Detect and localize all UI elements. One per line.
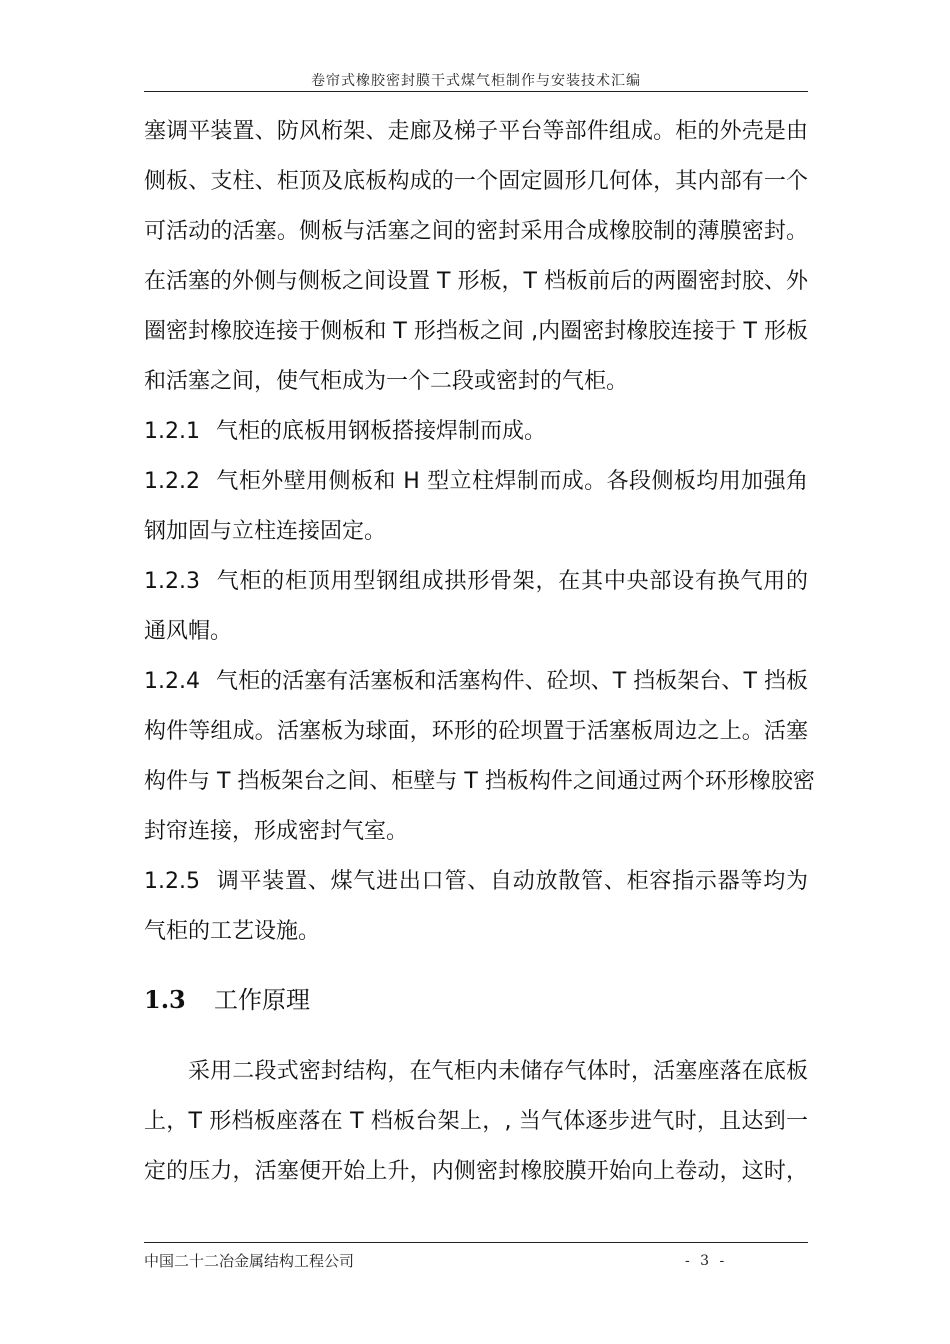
clause-1-2-1 bbox=[144, 412, 546, 452]
header-divider bbox=[144, 91, 808, 92]
clause-text-continued: 通风帽。 bbox=[144, 619, 233, 644]
clause-text: 气柜外壁用侧板和 H 型立柱焊制而成。各段侧板均用加强角 bbox=[216, 469, 808, 494]
clause-text: 调平装置、煤气进出口管、自动放散管、柜容指示器等均为 bbox=[216, 869, 808, 894]
clause-1-2-2 bbox=[144, 462, 808, 502]
clause-number: 1.2.4 bbox=[144, 669, 200, 694]
intro-line: 在活塞的外侧与侧板之间设置 T 形板，T 档板前后的两圈密封胶、外 bbox=[144, 269, 808, 294]
clause-text-continued: 封帘连接，形成密封气室。 bbox=[144, 819, 409, 844]
clause-number: 1.2.1 bbox=[144, 419, 200, 444]
clause-1-2-3 bbox=[144, 562, 808, 602]
section-heading-1-3 bbox=[144, 980, 310, 1020]
clause-number: 1.2.5 bbox=[144, 869, 200, 894]
clause-text-continued: 钢加固与立柱连接固定。 bbox=[144, 519, 387, 544]
clause-text: 气柜的柜顶用型钢组成拱形骨架，在其中央部设有换气用的 bbox=[216, 569, 808, 594]
intro-line: 圈密封橡胶连接于侧板和 T 形挡板之间 ,内圈密封橡胶连接于 T 形板 bbox=[144, 319, 808, 344]
clause-text: 气柜的活塞有活塞板和活塞构件、砼坝、T 挡板架台、T 挡板 bbox=[216, 669, 808, 694]
clause-number: 1.2.3 bbox=[144, 569, 200, 594]
clause-number: 1.2.2 bbox=[144, 469, 200, 494]
principle-line: 采用二段式密封结构，在气柜内未储存气体时，活塞座落在底板 bbox=[188, 1059, 808, 1084]
clause-text: 气柜的底板用钢板搭接焊制而成。 bbox=[216, 419, 547, 444]
footer-divider bbox=[144, 1242, 808, 1243]
footer-company: 中国二十二冶金属结构工程公司 bbox=[144, 1252, 355, 1270]
clause-1-2-4 bbox=[144, 662, 808, 702]
intro-line: 塞调平装置、防风桁架、走廊及梯子平台等部件组成。柜的外壳是由 bbox=[144, 119, 808, 144]
page-number: - 3 - bbox=[685, 1253, 728, 1269]
section-number: 1.3 bbox=[144, 985, 186, 1014]
intro-line: 可活动的活塞。侧板与活塞之间的密封采用合成橡胶制的薄膜密封。 bbox=[144, 219, 808, 244]
running-header: 卷帘式橡胶密封膜干式煤气柜制作与安装技术汇编 bbox=[311, 73, 641, 89]
section-title: 工作原理 bbox=[214, 986, 310, 1014]
intro-line: 侧板、支柱、柜顶及底板构成的一个固定圆形几何体，其内部有一个 bbox=[144, 169, 808, 194]
clause-text-continued: 构件与 T 挡板架台之间、柜壁与 T 挡板构件之间通过两个环形橡胶密 bbox=[144, 769, 815, 794]
clause-text-continued: 气柜的工艺设施。 bbox=[144, 919, 321, 944]
clause-1-2-5 bbox=[144, 862, 808, 902]
intro-line: 和活塞之间，使气柜成为一个二段或密封的气柜。 bbox=[144, 369, 629, 394]
principle-line: 定的压力，活塞便开始上升，内侧密封橡胶膜开始向上卷动，这时， bbox=[144, 1159, 808, 1184]
principle-line: 上，T 形档板座落在 T 档板台架上，, 当气体逐步进气时，且达到一 bbox=[144, 1109, 808, 1134]
clause-text-continued: 构件等组成。活塞板为球面，环形的砼坝置于活塞板周边之上。活塞 bbox=[144, 719, 808, 744]
